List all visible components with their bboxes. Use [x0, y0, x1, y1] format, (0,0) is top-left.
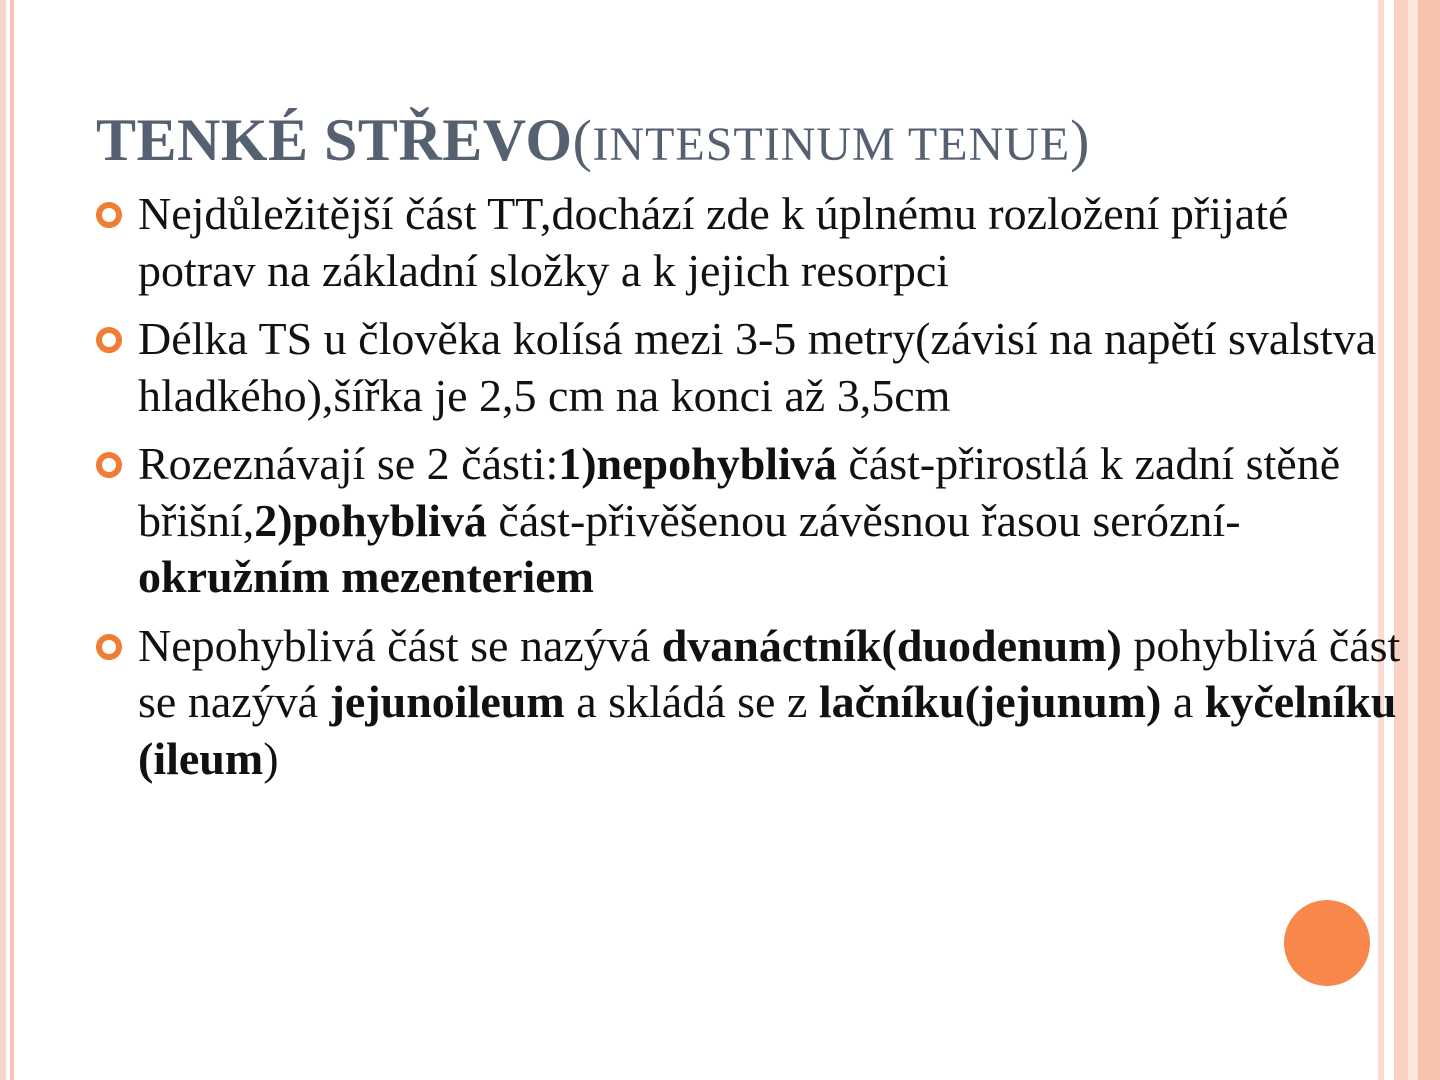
title-main: TENKÉ STŘEVO: [96, 107, 573, 173]
bullet-list: [96, 186, 1406, 799]
list-item: Nejdůležitější část TT,dochází zde k úplnému rozložení přijaté potrav na základní složky a k jejich resorpci: [96, 186, 1406, 299]
left-decorative-stripe: [0, 0, 18, 1080]
title-latin: INTESTINUM TENUE: [592, 118, 1071, 171]
ring-bullet-icon: [96, 634, 122, 660]
orange-circle-decoration: [1284, 900, 1370, 986]
ring-bullet-icon: [96, 327, 122, 353]
list-item: Rozeznávají se 2 části:1)nepohyblivá část-přirostlá k zadní stěně břišní,2)pohyblivá část-přivěšenou závěsnou řasou serózní-okružním mezenteriem: [96, 436, 1406, 606]
list-item: Délka TS u člověka kolísá mezi 3-5 metry(závisí na napětí svalstva hladkého),šířka je 2,5 cm na konci až 3,5cm: [96, 311, 1406, 424]
slide-title: TENKÉ STŘEVO(INTESTINUM TENUE): [96, 107, 1090, 173]
list-item: Nepohyblivá část se nazývá dvanáctník(duodenum) pohyblivá část se nazývá jejunoileum a skládá se z lačníku(jejunum) a kyčelníku (ileum): [96, 618, 1406, 788]
ring-bullet-icon: [96, 452, 122, 478]
ring-bullet-icon: [96, 202, 122, 228]
